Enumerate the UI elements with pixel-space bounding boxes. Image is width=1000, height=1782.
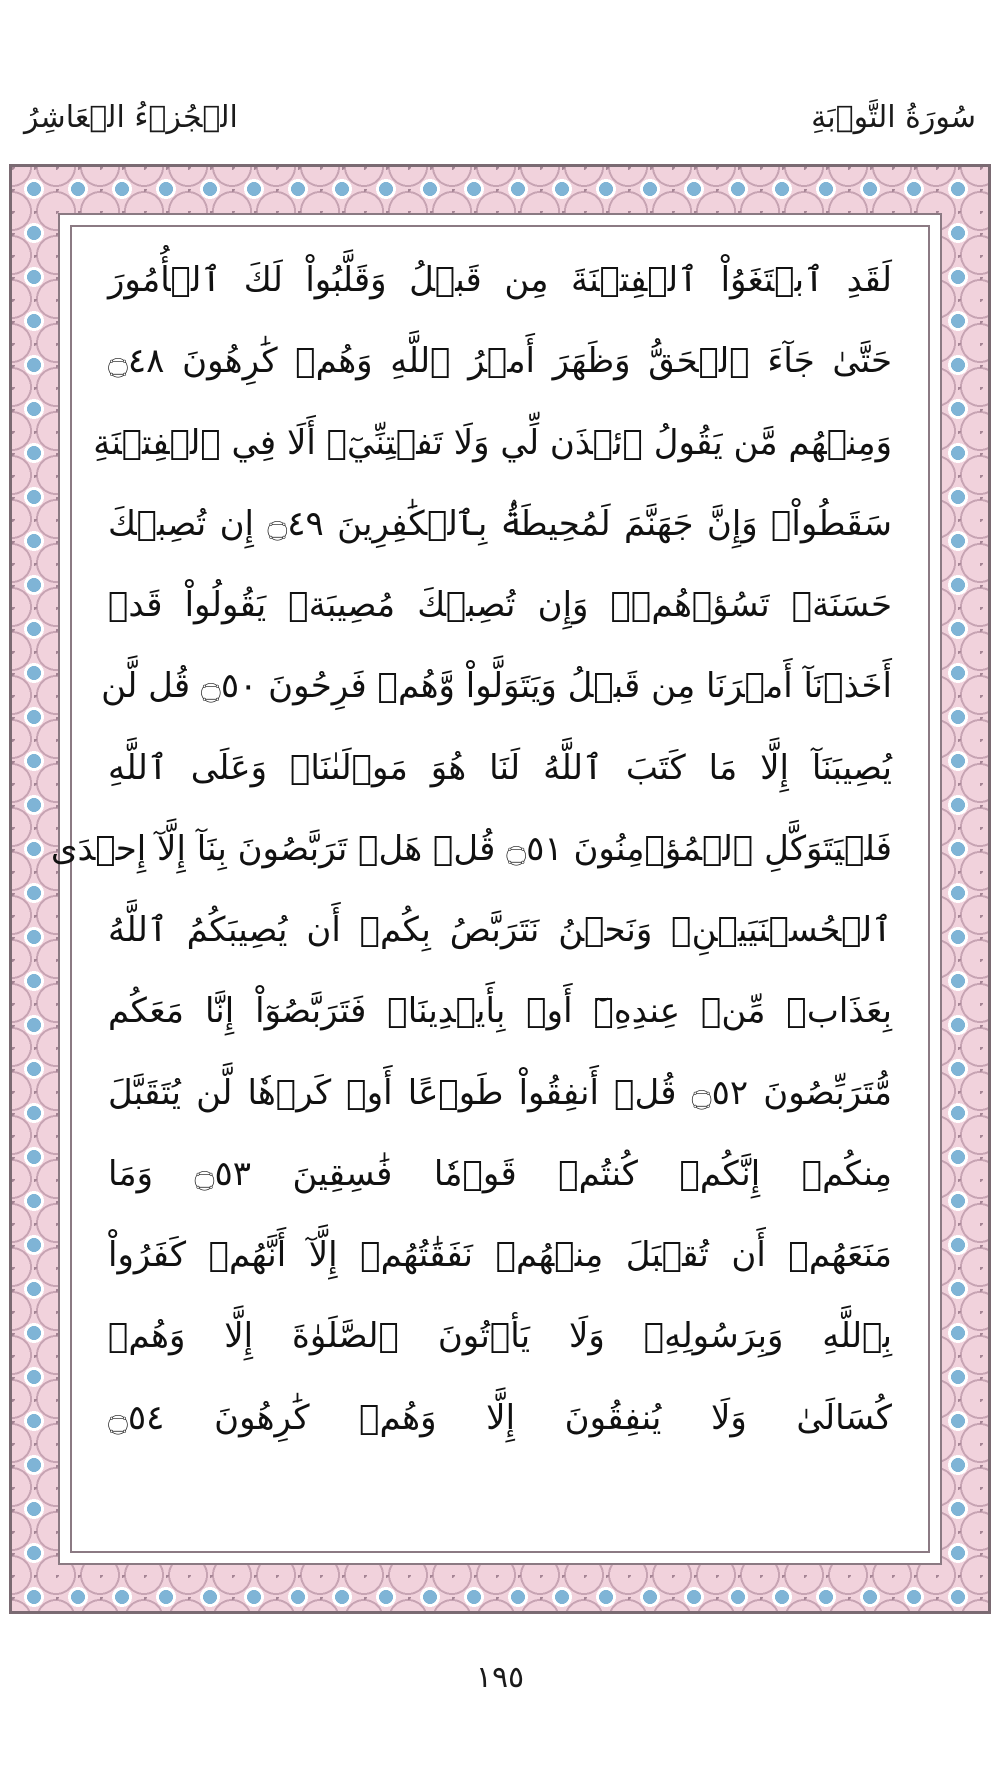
text-line: أَخَذۡنَآ أَمۡرَنَا مِن قَبۡلُ وَيَتَوَلَّواْ وَّهُمۡ فَرِحُونَ ۝٥٠ قُل لَّن [101,666,892,707]
text-line: مِنكُمۡ إِنَّكُمۡ كُنتُمۡ قَوۡمٗا فَٰسِقِينَ ۝٥٣ وَمَا [108,1153,892,1194]
text-line: بِعَذَابٖ مِّنۡ عِندِهِۦٓ أَوۡ بِأَيۡدِينَاۖ فَتَرَبَّصُوٓاْ إِنَّا مَعَكُم [108,991,892,1032]
page-header [24,92,976,142]
text-line: حَسَنَةٞ تَسُؤۡهُمۡۖ وَإِن تُصِبۡكَ مُصِيبَةٞ يَقُولُواْ قَدۡ [108,585,892,625]
text-line: ٱلۡحُسۡنَيَيۡنِۖ وَنَحۡنُ نَتَرَبَّصُ بِكُمۡ أَن يُصِيبَكُمُ ٱللَّهُ [108,910,892,950]
text-line: لَقَدِ ٱبۡتَغَوُاْ ٱلۡفِتۡنَةَ مِن قَبۡلُ وَقَلَّبُواْ لَكَ ٱلۡأُمُورَ [108,260,892,300]
text-line: سَقَطُواْۗ وَإِنَّ جَهَنَّمَ لَمُحِيطَةُۢ بِٱلۡكَٰفِرِينَ ۝٤٩ إِن تُصِبۡكَ [108,503,892,544]
text-line: فَلۡيَتَوَكَّلِ ٱلۡمُؤۡمِنُونَ ۝٥١ قُلۡ هَلۡ تَرَبَّصُونَ بِنَآ إِلَّآ إِحۡدَى [50,828,892,869]
text-line: يُصِيبَنَآ إِلَّا مَا كَتَبَ ٱللَّهُ لَنَا هُوَ مَوۡلَىٰنَاۚ وَعَلَى ٱللَّهِ [108,747,892,788]
text-line: مُّتَرَبِّصُونَ ۝٥٢ قُلۡ أَنفِقُواْ طَوۡعًا أَوۡ كَرۡهٗا لَّن يُتَقَبَّلَ [108,1072,892,1113]
page-number: ١٩٥ [475,1660,525,1695]
text-line: مَنَعَهُمۡ أَن تُقۡبَلَ مِنۡهُمۡ نَفَقَٰتُهُمۡ إِلَّآ أَنَّهُمۡ كَفَرُواْ [108,1235,892,1275]
text-line: حَتَّىٰ جَآءَ ٱلۡحَقُّ وَظَهَرَ أَمۡرُ ٱللَّهِ وَهُمۡ كَٰرِهُونَ ۝٤٨ [108,341,892,382]
text-line: بِٱللَّهِ وَبِرَسُولِهِۦ وَلَا يَأۡتُونَ ٱلصَّلَوٰةَ إِلَّا وَهُمۡ [108,1316,892,1357]
quran-text-block [50,240,892,1540]
juz-name: الۡجُزۡءُ الۡعَاشِرُ [24,99,238,135]
surah-name: سُورَةُ التَّوۡبَةِ [811,99,976,135]
text-line: كُسَالَىٰ وَلَا يُنفِقُونَ إِلَّا وَهُمۡ كَٰرِهُونَ ۝٥٤ [108,1397,892,1438]
text-line: وَمِنۡهُم مَّن يَقُولُ ٱئۡذَن لِّي وَلَا تَفۡتِنِّيٓۚ أَلَا فِي ٱلۡفِتۡنَةِ [93,422,892,463]
